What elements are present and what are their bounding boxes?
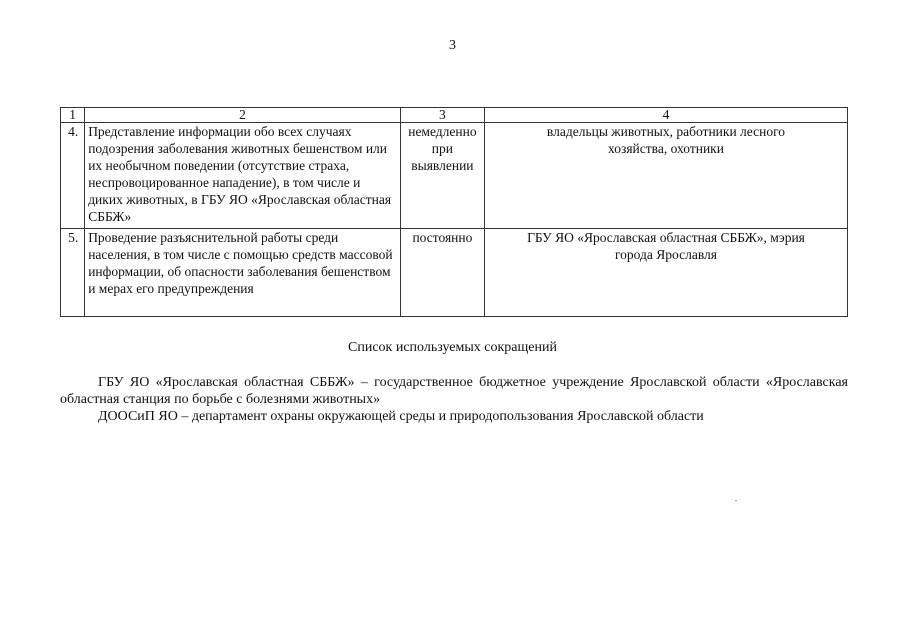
row-number: 5. (61, 229, 85, 317)
row-responsible (484, 123, 847, 229)
table-header-cell: 2 (85, 108, 401, 123)
page-number: 3 (449, 38, 456, 53)
table-row (61, 123, 848, 229)
row-responsible-text: ГБУ ЯО «Ярославская областная СББЖ», мэрия города Ярославля (527, 230, 805, 262)
abbreviation-item: ГБУ ЯО «Ярославская областная СББЖ» – государственное бюджетное учреждение Ярославской области «Ярославская областная станция по борьбе с болезнями животных» (60, 375, 848, 407)
table-header-cell: 4 (484, 108, 847, 123)
table-header-cell: 3 (400, 108, 484, 123)
row-description: Представление информации обо всех случаях подозрения заболевания животных бешенством или их необычном поведении (отсутствие страха, неспровоцированное нападение), в том числе и диких животных, в ГБУ ЯО «Ярославская областная СББЖ» (85, 123, 401, 229)
row-description: Проведение разъяснительной работы среди населения, в том числе с помощью средств массовой информации, об опасности заболевания бешенством и мерах его предупреждения (85, 229, 401, 317)
row-term: постоянно (400, 229, 484, 317)
row-number: 4. (61, 123, 85, 229)
measures-table (60, 107, 848, 317)
row-term: немедленно при выявлении (400, 123, 484, 229)
row-responsible-text: владельцы животных, работники лесного хозяйства, охотники (546, 124, 786, 156)
row-responsible (484, 229, 847, 317)
table-row (61, 229, 848, 317)
scan-speck (735, 500, 737, 501)
table-header-cell: 1 (61, 108, 85, 123)
abbreviations-list (60, 374, 848, 425)
abbreviations-title: Список используемых сокращений (348, 340, 557, 355)
abbreviation-item: ДООСиП ЯО – департамент охраны окружающей среды и природопользования Ярославской области (98, 409, 704, 424)
table-header-row (61, 108, 848, 123)
